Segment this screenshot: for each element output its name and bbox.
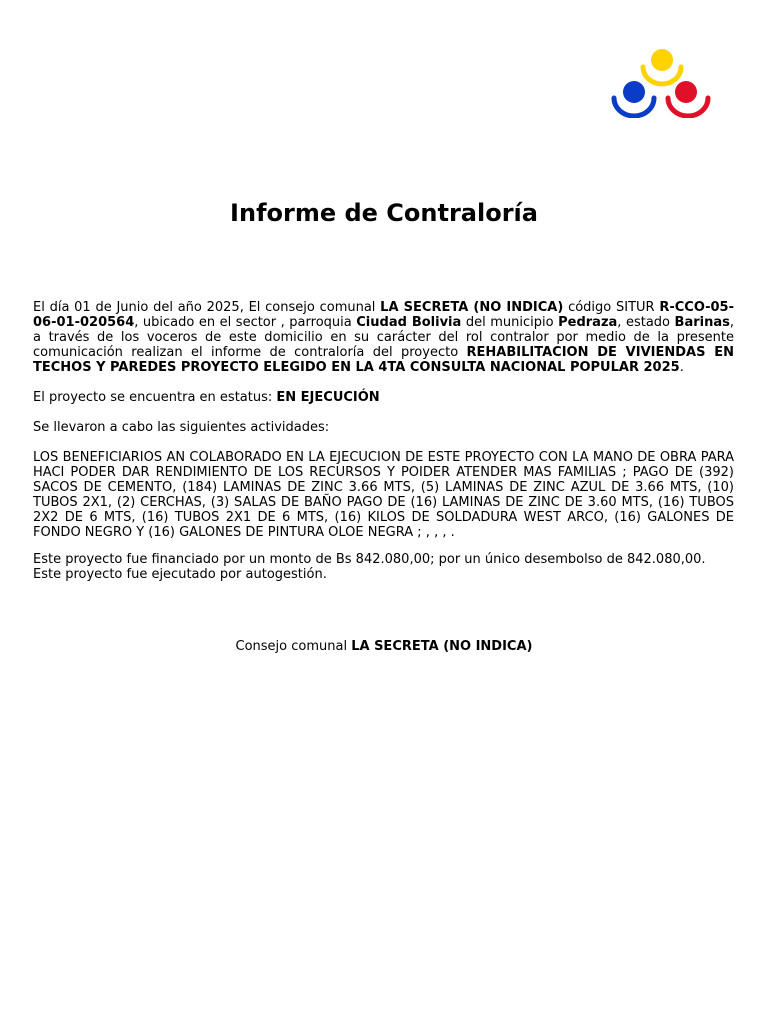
activities-intro: Se llevaron a cabo las siguientes actividades: (33, 420, 330, 435)
project-name: REHABILITACION DE VIVIENDAS EN TECHOS Y PAREDES PROYECTO ELEGIDO EN LA 4TA CONSULTA NACIONAL POPULAR 2025 (33, 345, 734, 375)
financing-line-2: Este proyecto fue ejecutado por autogestión. (33, 567, 327, 582)
logo-blue-head (623, 81, 645, 103)
document-body (33, 300, 734, 597)
intro-paragraph (33, 300, 734, 375)
status-label: El proyecto se encuentra en estatus: (33, 390, 277, 405)
logo-yellow-head (651, 49, 673, 71)
activities-text: LOS BENEFICIARIOS AN COLABORADO EN LA EJECUCION DE ESTE PROYECTO CON LA MANO DE OBRA PARA HACI PODER DAR RENDIMIENTO DE LOS RECURSOS Y POIDER ATENDER MAS FAMILIAS ; PAGO DE (392) SACOS DE CEMENTO, (184) LAMINAS DE ZINC 3.66 MTS, (5) LAMINAS DE ZINC AZUL DE 3.66 MTS, (10) TUBOS 2X1, (2) CERCHAS, (3) SALAS DE BAÑO PAGO DE (16) LAMINAS DE ZINC DE 3.60 MTS, (16) TUBOS 2X2 DE 6 MTS, (16) TUBOS 2X1 DE 6 MTS, (16) KILOS DE SOLDADURA WEST ARCO, (16) GALONES DE FONDO NEGRO Y (16) GALONES DE PINTURA OLOE NEGRA ; , , , . (33, 450, 734, 540)
signature-label: Consejo comunal (235, 639, 352, 654)
signature-line (0, 639, 768, 654)
intro-text-2: código SITUR (563, 300, 660, 315)
three-figures-logo-icon (610, 46, 714, 118)
status-paragraph (33, 390, 734, 405)
intro-text-5: , estado (617, 315, 675, 330)
intro-text-3: , ubicado en el sector , parroquia (134, 315, 357, 330)
intro-text-6: , a través de los voceros de este domicilio en su carácter del rol contralor por medio de la presente comunicación realizan el informe de contraloría del proyecto (33, 315, 735, 360)
signature-name: LA SECRETA (NO INDICA) (351, 639, 533, 654)
status-value: EN EJECUCIÓN (276, 390, 380, 405)
estado-name: Barinas (674, 315, 730, 330)
financing-line-1: Este proyecto fue financiado por un monto de Bs 842.080,00; por un único desembolso de 842.080,00. (33, 552, 706, 567)
financing-paragraph (33, 552, 734, 582)
intro-text-4: del municipio (461, 315, 559, 330)
document-title: Informe de Contraloría (230, 199, 538, 227)
municipio-name: Pedraza (558, 315, 618, 330)
situr-code: R-CCO-05-06-01-020564 (33, 300, 734, 330)
intro-text-7: . (679, 360, 684, 375)
logo-red-head (675, 81, 697, 103)
parroquia-name: Ciudad Bolivia (356, 315, 462, 330)
consejo-name: LA SECRETA (NO INDICA) (380, 300, 564, 315)
intro-text-1: El día 01 de Junio del año 2025, El consejo comunal (33, 300, 381, 315)
